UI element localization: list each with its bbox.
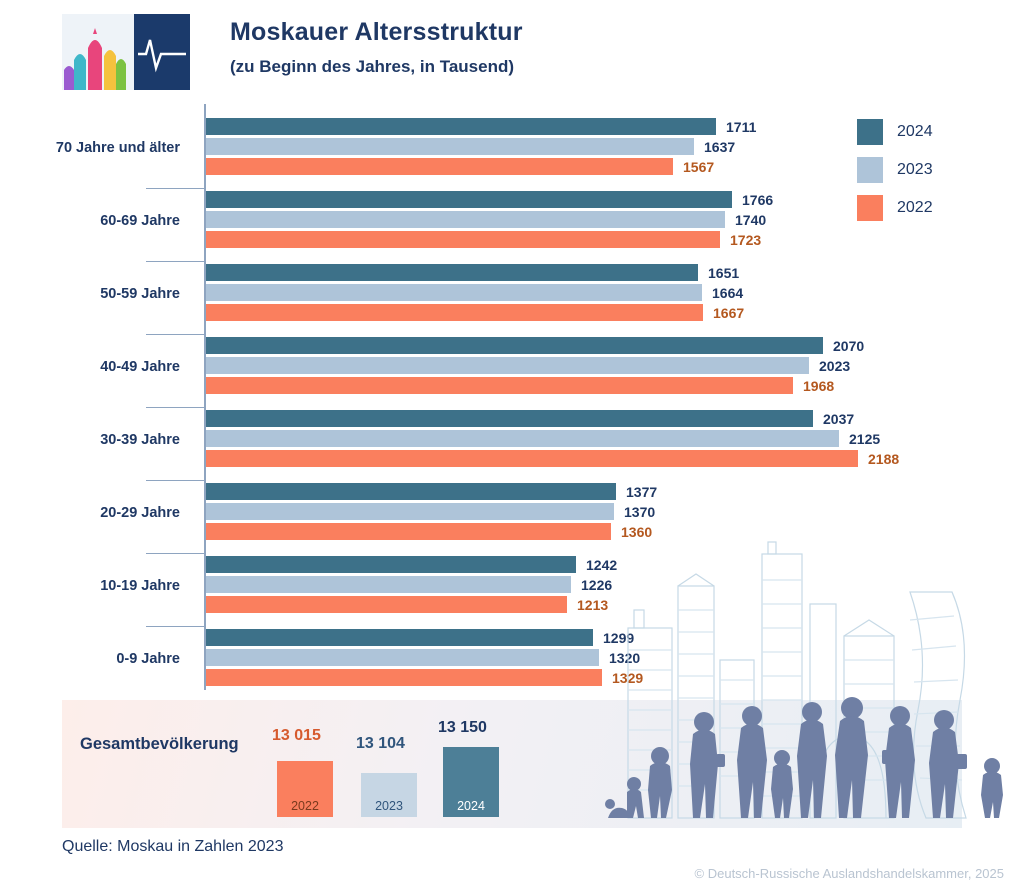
bar-value-2022: 1329 <box>612 670 644 686</box>
bar-value-2022: 1723 <box>730 232 762 248</box>
bar-group <box>0 621 1024 694</box>
bar-value-2023: 1320 <box>609 650 641 666</box>
bar-group <box>0 475 1024 548</box>
bar-value-2022: 1667 <box>713 305 745 321</box>
bar-2023[interactable] <box>206 138 694 155</box>
bar-2023[interactable] <box>206 503 614 520</box>
category-label: 50-59 Jahre <box>100 286 180 302</box>
total-box-year-2023: 2023 <box>375 799 403 813</box>
bar-2024[interactable] <box>206 410 813 427</box>
bar-value-2023: 2125 <box>849 431 881 447</box>
copyright-note: © Deutsch-Russische Auslandshandelskammer, 2025 <box>694 866 1004 881</box>
age-structure-bar-chart <box>0 104 1024 704</box>
category-label: 40-49 Jahre <box>100 359 180 375</box>
legend-label-2023: 2023 <box>897 161 933 178</box>
total-box-2022[interactable] <box>277 761 333 817</box>
bar-value-2023: 2023 <box>819 358 851 374</box>
total-box-year-2022: 2022 <box>291 799 319 813</box>
bar-2024[interactable] <box>206 629 593 646</box>
bar-2024[interactable] <box>206 337 823 354</box>
bar-group <box>0 183 1024 256</box>
bar-2022[interactable] <box>206 231 720 248</box>
bar-value-2024: 1242 <box>586 557 618 573</box>
bar-value-2022: 1360 <box>621 524 653 540</box>
bar-group <box>0 329 1024 402</box>
bar-value-2024: 1299 <box>603 630 635 646</box>
bar-value-2022: 1567 <box>683 159 715 175</box>
bar-value-2024: 1377 <box>626 484 658 500</box>
bar-2022[interactable] <box>206 596 567 613</box>
bar-group <box>0 402 1024 475</box>
bar-value-2022: 1213 <box>577 597 609 613</box>
bar-2024[interactable] <box>206 483 616 500</box>
bar-2022[interactable] <box>206 304 703 321</box>
bar-2024[interactable] <box>206 264 698 281</box>
bar-group <box>0 110 1024 183</box>
category-label: 60-69 Jahre <box>100 213 180 229</box>
category-label: 10-19 Jahre <box>100 578 180 594</box>
category-label: 20-29 Jahre <box>100 505 180 521</box>
bar-2023[interactable] <box>206 284 702 301</box>
bar-value-2023: 1370 <box>624 504 656 520</box>
bar-2022[interactable] <box>206 523 611 540</box>
page-title: Moskauer Altersstruktur <box>230 18 523 46</box>
bar-2023[interactable] <box>206 357 809 374</box>
bar-2023[interactable] <box>206 576 571 593</box>
bar-value-2024: 2070 <box>833 338 865 354</box>
category-label: 70 Jahre und älter <box>55 140 180 156</box>
bar-2024[interactable] <box>206 191 732 208</box>
bar-group <box>0 256 1024 329</box>
total-value-2022: 13 015 <box>272 727 321 744</box>
total-item-2022 <box>274 727 336 817</box>
moscow-kremlin-pulse-logo <box>62 14 190 90</box>
bar-2023[interactable] <box>206 430 839 447</box>
bar-group <box>0 548 1024 621</box>
bar-2023[interactable] <box>206 649 599 666</box>
bar-2022[interactable] <box>206 450 858 467</box>
total-box-2023[interactable] <box>361 773 417 817</box>
bar-value-2023: 1740 <box>735 212 767 228</box>
total-value-2023: 13 104 <box>356 735 405 752</box>
bar-value-2024: 1651 <box>708 265 740 281</box>
bar-2023[interactable] <box>206 211 725 228</box>
total-item-2024 <box>440 719 502 817</box>
bar-2024[interactable] <box>206 118 716 135</box>
legend-label-2022: 2022 <box>897 199 933 216</box>
bar-value-2024: 1711 <box>726 119 757 135</box>
category-label: 0-9 Jahre <box>116 651 180 667</box>
total-population-label: Gesamtbevölkerung <box>80 735 239 753</box>
total-item-2023 <box>358 727 420 817</box>
bar-value-2023: 1226 <box>581 577 613 593</box>
legend-label-2024: 2024 <box>897 123 933 140</box>
chart-header <box>0 0 1024 100</box>
bar-2024[interactable] <box>206 556 576 573</box>
source-note: Quelle: Moskau in Zahlen 2023 <box>62 838 284 855</box>
bar-value-2024: 1766 <box>742 192 774 208</box>
bar-value-2022: 1968 <box>803 378 835 394</box>
category-label: 30-39 Jahre <box>100 432 180 448</box>
total-box-2024[interactable] <box>443 747 499 817</box>
bar-2022[interactable] <box>206 158 673 175</box>
total-population-panel <box>62 700 962 828</box>
page-subtitle: (zu Beginn des Jahres, in Tausend) <box>230 57 515 76</box>
bar-value-2022: 2188 <box>868 451 900 467</box>
bar-value-2023: 1637 <box>704 139 736 155</box>
total-value-2024: 13 150 <box>438 719 487 736</box>
bar-value-2024: 2037 <box>823 411 855 427</box>
bar-2022[interactable] <box>206 669 602 686</box>
total-box-year-2024: 2024 <box>457 799 485 813</box>
bar-value-2023: 1664 <box>712 285 744 301</box>
bar-2022[interactable] <box>206 377 793 394</box>
